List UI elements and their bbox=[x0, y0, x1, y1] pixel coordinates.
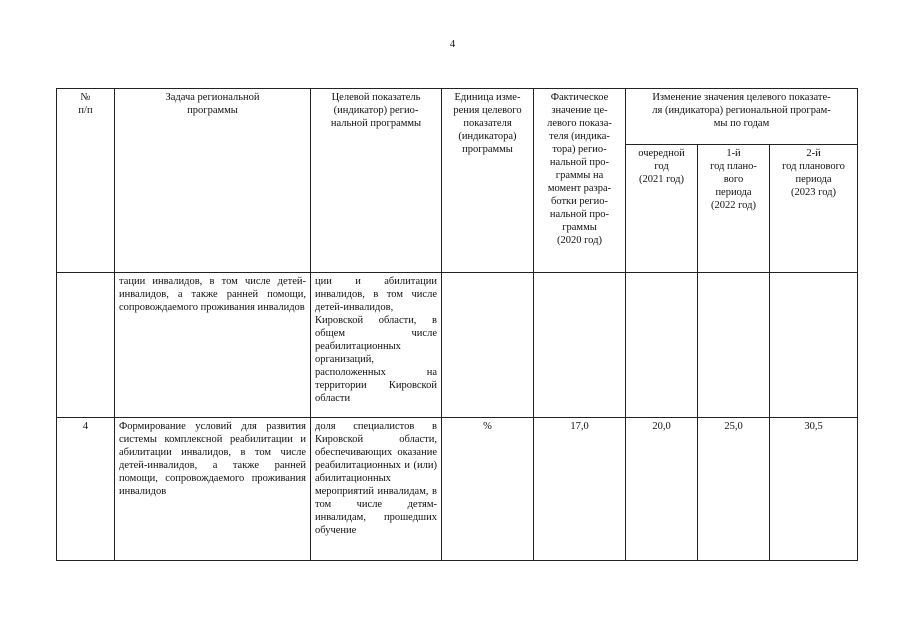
header-year-2022: 1-й год плано- вого периода (2022 год) bbox=[698, 145, 770, 273]
header-unit: Единица изме- рения целевого показателя (индикатора) программы bbox=[442, 89, 534, 273]
row-task: Формирование условий для развития системы комплексной реабилитации и абилитации инвалидов, в том числе детей-инвалидов, а также ранней помощи, сопровождаемого проживания инвалидов bbox=[115, 418, 311, 561]
page-number: 4 bbox=[449, 38, 456, 50]
row-task: тации инвалидов, в том числе детей-инвалидов, а также ранней помощи, сопровождаемого проживания инвалидов bbox=[115, 273, 311, 418]
indicator-table bbox=[56, 88, 858, 561]
row-actual bbox=[534, 273, 626, 418]
row-actual: 17,0 bbox=[534, 418, 626, 561]
row-num bbox=[57, 273, 115, 418]
header-actual: Фактическое значение це- левого показа- теля (индика- тора) регио- нальной про- граммы на момент разра- ботки регио- нальной про- граммы (2020 год) bbox=[534, 89, 626, 273]
header-year-2021: очередной год (2021 год) bbox=[626, 145, 698, 273]
row-num: 4 bbox=[57, 418, 115, 561]
row-value-2023: 30,5 bbox=[770, 418, 858, 561]
table-row bbox=[57, 273, 858, 418]
row-value-2021 bbox=[626, 273, 698, 418]
row-indicator: ции и абилитации инвалидов, в том числе детей-инвалидов, Кировской области, в общем числе реабилитационных организаций, расположенных на территории Кировской области bbox=[311, 273, 442, 418]
row-unit bbox=[442, 273, 534, 418]
row-value-2023 bbox=[770, 273, 858, 418]
header-year-2023: 2-й год планового периода (2023 год) bbox=[770, 145, 858, 273]
table-row bbox=[57, 418, 858, 561]
row-indicator: доля специалистов в Кировской области, обеспечивающих оказание реабилитационных и (или) абилитационных мероприятий инвалидам, в том числе детям-инвалидам, прошедших обучение bbox=[311, 418, 442, 561]
row-value-2022: 25,0 bbox=[698, 418, 770, 561]
header-indicator: Целевой показатель (индикатор) регио- нальной программы bbox=[311, 89, 442, 273]
header-task: Задача региональной программы bbox=[115, 89, 311, 273]
header-change-group: Изменение значения целевого показате- ля (индикатора) региональной програм- мы по годам bbox=[626, 89, 858, 145]
header-num: № п/п bbox=[57, 89, 115, 273]
row-value-2021: 20,0 bbox=[626, 418, 698, 561]
row-value-2022 bbox=[698, 273, 770, 418]
row-unit: % bbox=[442, 418, 534, 561]
